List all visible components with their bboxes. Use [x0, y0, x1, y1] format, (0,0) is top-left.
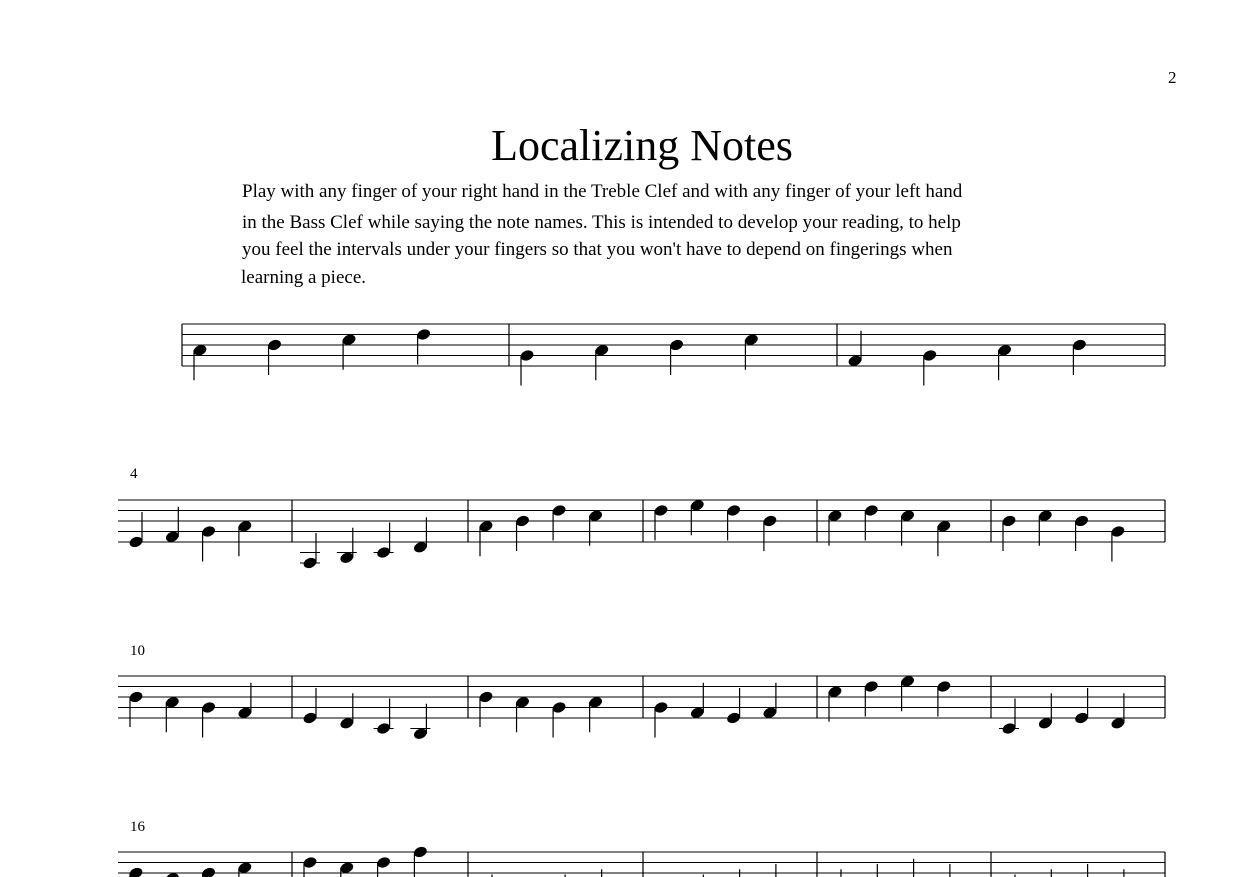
page-number: 2 — [1168, 68, 1177, 87]
instruction-line: in the Bass Clef while saying the note names. This is intended to develop your reading, to help — [242, 212, 961, 233]
instruction-line: you feel the intervals under your fingers so that you won't have to depend on fingerings when — [242, 239, 953, 260]
instruction-line: Play with any finger of your right hand in the Treble Clef and with any finger of your left hand — [242, 181, 963, 202]
note-head — [164, 871, 180, 877]
measure-number: 16 — [130, 819, 145, 835]
page-title: Localizing Notes — [491, 121, 793, 170]
measure-number: 10 — [130, 643, 145, 659]
instruction-line: learning a piece. — [241, 267, 367, 288]
measure-number: 4 — [130, 466, 138, 482]
